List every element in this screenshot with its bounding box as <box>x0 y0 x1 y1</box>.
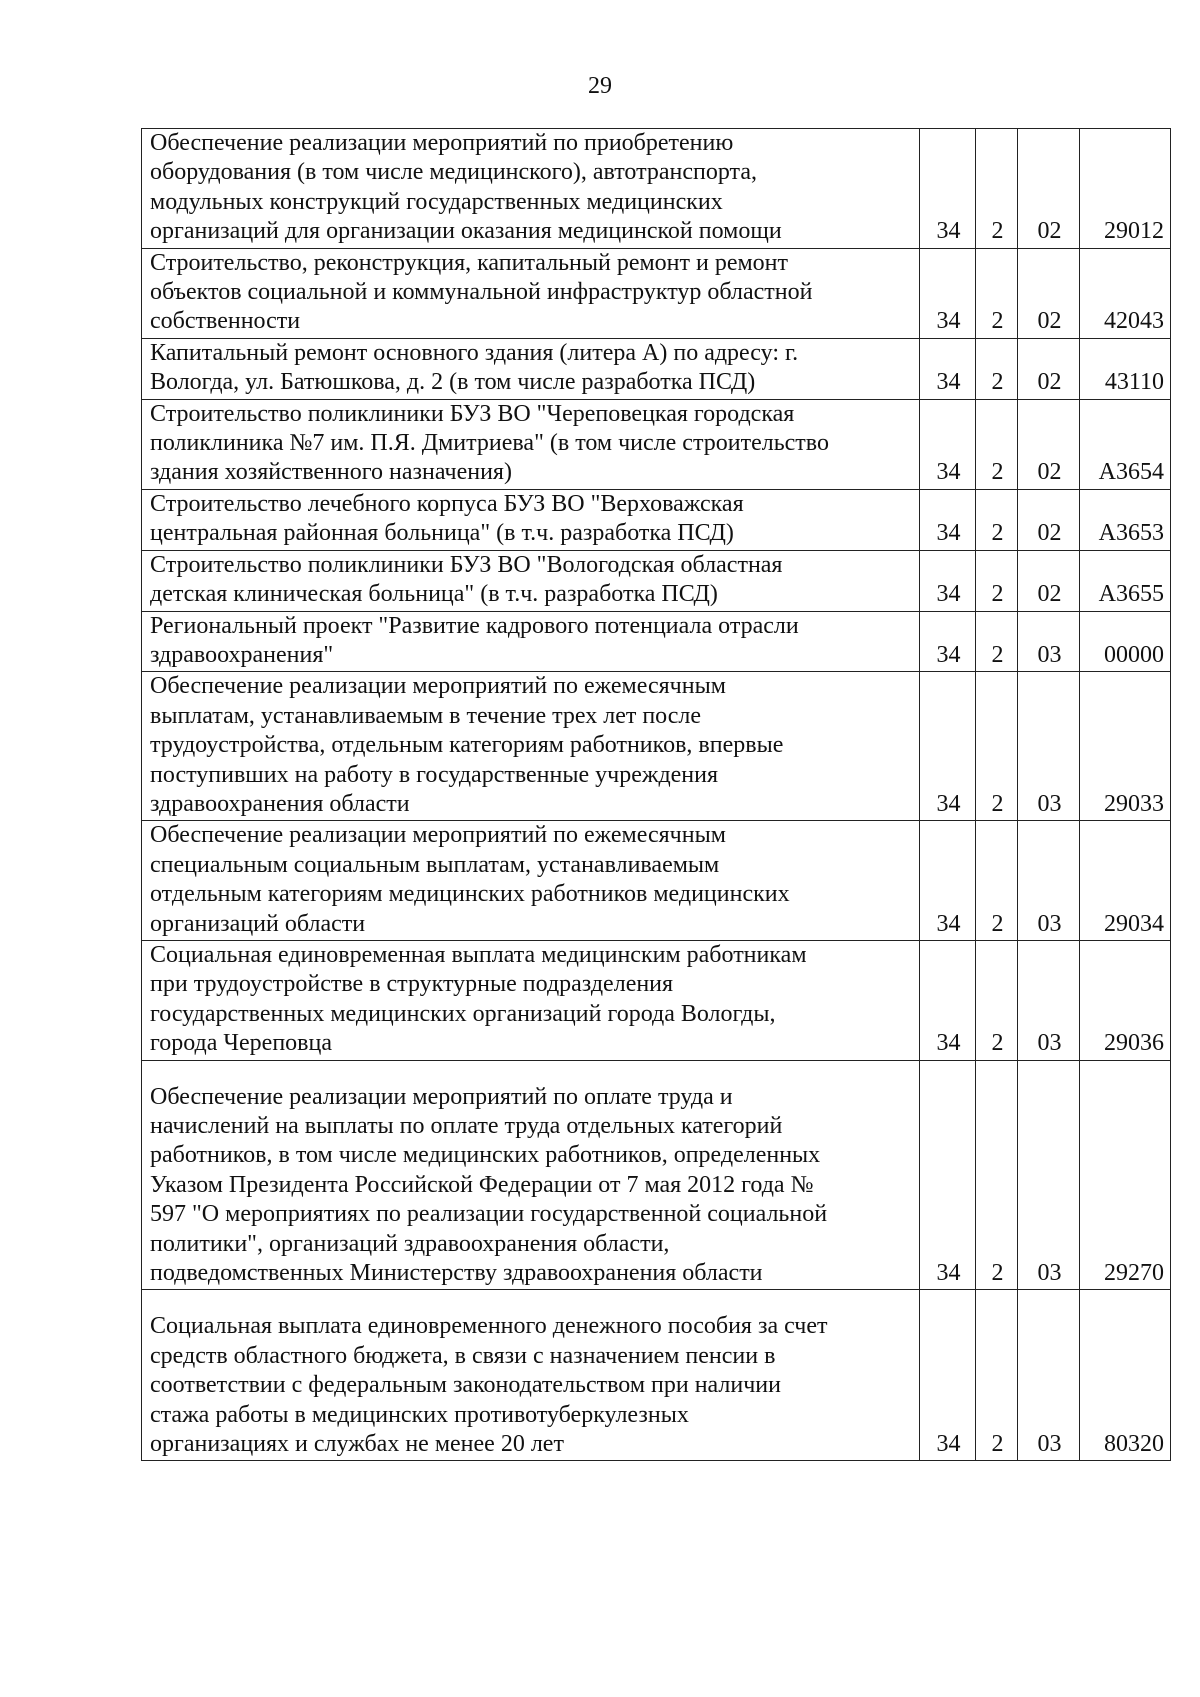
description-line: начислений на выплаты по оплате труда отдельных категорий <box>150 1113 783 1139</box>
description-line: соответствии с федеральным законодательством при наличии <box>150 1372 781 1399</box>
row-description <box>142 611 920 672</box>
project-code: 03 <box>1018 672 1080 821</box>
program-code: 34 <box>920 821 976 941</box>
description-line: Указом Президента Российской Федерации от 7 мая 2012 года № <box>150 1171 814 1198</box>
program-code: 34 <box>920 129 976 249</box>
description-line: здравоохранения" <box>150 641 334 668</box>
description-line: Капитальный ремонт основного здания (литера А) по адресу: г. <box>150 339 799 366</box>
table-row <box>142 489 1171 550</box>
direction-code: 29012 <box>1080 129 1171 249</box>
description-line: политики", организаций здравоохранения области, <box>150 1230 670 1257</box>
description-line: подведомственных Министерству здравоохранения области <box>150 1260 763 1287</box>
project-code: 02 <box>1018 489 1080 550</box>
row-description <box>142 489 920 550</box>
project-code: 03 <box>1018 1290 1080 1461</box>
description-line: трудоустройства, отдельным категориям работников, впервые <box>150 732 784 759</box>
row-description <box>142 940 920 1060</box>
description-line: Строительство поликлиники БУЗ ВО "Череповецкая городская <box>150 400 795 427</box>
program-code: 34 <box>920 940 976 1060</box>
program-code: 34 <box>920 1290 976 1461</box>
description-line: поликлиника №7 им. П.Я. Дмитриева" (в том числе строительство <box>150 430 829 457</box>
row-description <box>142 338 920 399</box>
description-line: Строительство, реконструкция, капитальный ремонт и ремонт <box>150 249 789 276</box>
table-row <box>142 1060 1171 1290</box>
description-line: организациях и службах не менее 20 лет <box>150 1431 564 1458</box>
subprogram-code: 2 <box>976 940 1018 1060</box>
description-line: при трудоустройстве в структурные подразделения <box>150 971 674 998</box>
table-row <box>142 672 1171 821</box>
budget-classification-table <box>141 128 1171 1461</box>
subprogram-code: 2 <box>976 129 1018 249</box>
project-code: 02 <box>1018 129 1080 249</box>
program-code: 34 <box>920 248 976 338</box>
project-code: 03 <box>1018 1060 1080 1290</box>
program-code: 34 <box>920 550 976 611</box>
description-line: модульных конструкций государственных медицинских <box>150 188 723 215</box>
subprogram-code: 2 <box>976 672 1018 821</box>
description-line: здания хозяйственного назначения) <box>150 459 512 486</box>
description-line: оборудования (в том числе медицинского), автотранспорта, <box>150 159 757 186</box>
description-line: Обеспечение реализации мероприятий по ежемесячным <box>150 673 726 700</box>
description-line: собственности <box>150 308 301 335</box>
project-code: 02 <box>1018 550 1080 611</box>
description-line: центральная районная больница" (в т.ч. разработка ПСД) <box>150 520 734 547</box>
description-line: Обеспечение реализации мероприятий по ежемесячным <box>150 822 726 849</box>
direction-code: А3655 <box>1080 550 1171 611</box>
description-line: поступивших на работу в государственные учреждения <box>150 761 719 788</box>
description-line: работников, в том числе медицинских работников, определенных <box>150 1142 821 1169</box>
project-code: 03 <box>1018 821 1080 941</box>
subprogram-code: 2 <box>976 338 1018 399</box>
description-line: средств областного бюджета, в связи с назначением пенсии в <box>150 1342 776 1369</box>
table-row <box>142 248 1171 338</box>
row-description <box>142 821 920 941</box>
description-line: Обеспечение реализации мероприятий по приобретению <box>150 130 734 156</box>
table-row <box>142 821 1171 941</box>
description-line: объектов социальной и коммунальной инфраструктур областной <box>150 279 813 306</box>
subprogram-code: 2 <box>976 821 1018 941</box>
table-row <box>142 1290 1171 1461</box>
subprogram-code: 2 <box>976 248 1018 338</box>
table-row <box>142 940 1171 1060</box>
direction-code: 80320 <box>1080 1290 1171 1461</box>
description-line: Обеспечение реализации мероприятий по оплате труда и <box>150 1083 733 1110</box>
subprogram-code: 2 <box>976 1290 1018 1461</box>
table-body <box>142 129 1171 1461</box>
row-description <box>142 248 920 338</box>
description-line: Строительство лечебного корпуса БУЗ ВО "Верховажская <box>150 490 744 517</box>
description-line: детская клиническая больница" (в т.ч. разработка ПСД) <box>150 581 718 608</box>
table-row <box>142 611 1171 672</box>
direction-code: 29036 <box>1080 940 1171 1060</box>
direction-code: 00000 <box>1080 611 1171 672</box>
direction-code: 29034 <box>1080 821 1171 941</box>
description-line: стажа работы в медицинских противотуберкулезных <box>150 1401 689 1428</box>
program-code: 34 <box>920 1060 976 1290</box>
project-code: 02 <box>1018 399 1080 489</box>
row-description <box>142 399 920 489</box>
row-description <box>142 550 920 611</box>
table-row <box>142 129 1171 249</box>
description-line: государственных медицинских организаций города Вологды, <box>150 1000 776 1027</box>
description-line: организаций для организации оказания медицинской помощи <box>150 218 782 245</box>
direction-code: А3654 <box>1080 399 1171 489</box>
description-line: здравоохранения области <box>150 790 410 817</box>
table-row <box>142 399 1171 489</box>
program-code: 34 <box>920 672 976 821</box>
row-description <box>142 1060 920 1290</box>
table-row <box>142 338 1171 399</box>
project-code: 03 <box>1018 611 1080 672</box>
direction-code: 42043 <box>1080 248 1171 338</box>
program-code: 34 <box>920 338 976 399</box>
program-code: 34 <box>920 489 976 550</box>
row-description <box>142 1290 920 1461</box>
description-line: Вологда, ул. Батюшкова, д. 2 (в том числе разработка ПСД) <box>150 369 756 396</box>
program-code: 34 <box>920 611 976 672</box>
row-description <box>142 129 920 249</box>
row-description <box>142 672 920 821</box>
subprogram-code: 2 <box>976 399 1018 489</box>
page-number: 29 <box>588 73 612 99</box>
project-code: 02 <box>1018 338 1080 399</box>
direction-code: А3653 <box>1080 489 1171 550</box>
description-line: Социальная выплата единовременного денежного пособия за счет <box>150 1313 828 1340</box>
description-line: Строительство поликлиники БУЗ ВО "Вологодская областная <box>150 551 783 578</box>
description-line: организаций области <box>150 910 366 937</box>
subprogram-code: 2 <box>976 611 1018 672</box>
description-line: выплатам, устанавливаемым в течение трех лет после <box>150 702 702 729</box>
subprogram-code: 2 <box>976 1060 1018 1290</box>
description-line: отдельным категориям медицинских работников медицинских <box>150 881 790 908</box>
description-line: Социальная единовременная выплата медицинским работникам <box>150 941 807 968</box>
direction-code: 29033 <box>1080 672 1171 821</box>
direction-code: 43110 <box>1080 338 1171 399</box>
subprogram-code: 2 <box>976 489 1018 550</box>
description-line: специальным социальным выплатам, устанавливаемым <box>150 851 720 878</box>
table-row <box>142 550 1171 611</box>
project-code: 03 <box>1018 940 1080 1060</box>
subprogram-code: 2 <box>976 550 1018 611</box>
description-line: 597 "О мероприятиях по реализации государственной социальной <box>150 1201 828 1228</box>
program-code: 34 <box>920 399 976 489</box>
direction-code: 29270 <box>1080 1060 1171 1290</box>
description-line: города Череповца <box>150 1030 332 1057</box>
project-code: 02 <box>1018 248 1080 338</box>
description-line: Региональный проект "Развитие кадрового потенциала отрасли <box>150 612 799 639</box>
